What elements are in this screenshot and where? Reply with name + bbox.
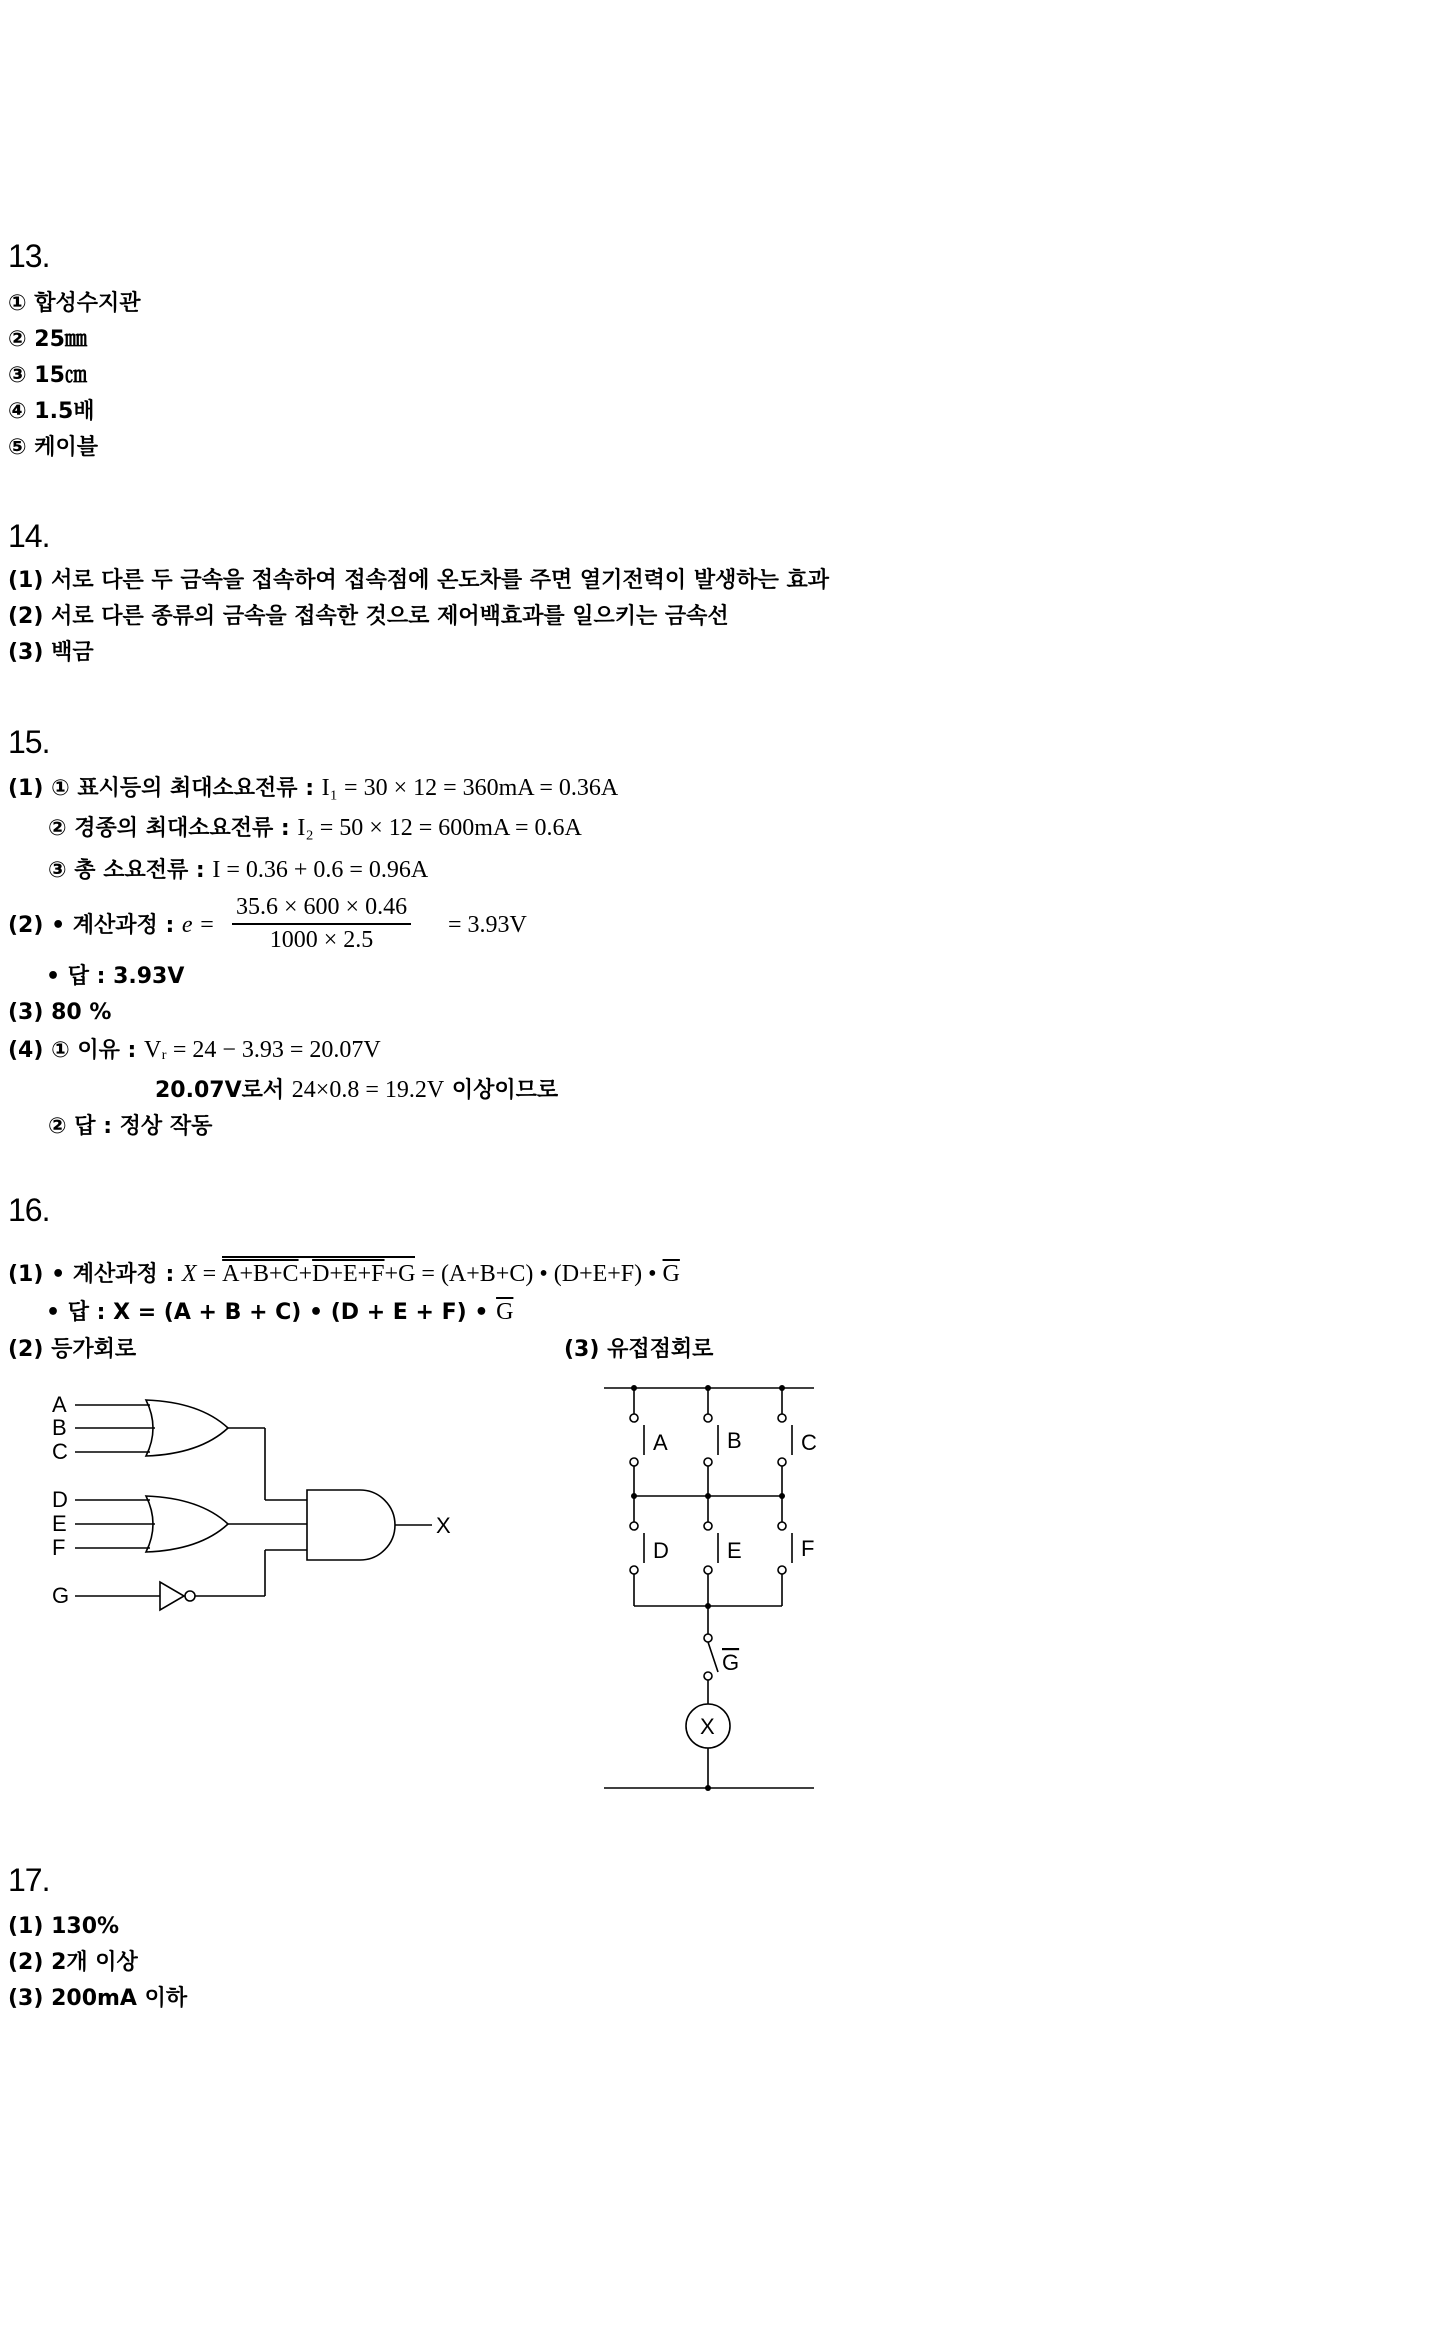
- junction-dot: [631, 1385, 637, 1391]
- logic-input-g: G: [52, 1583, 70, 1608]
- contact-a-lower-terminal: [630, 1458, 638, 1466]
- q15-line-2-label: ② 경종의 최대소요전류 :: [48, 816, 298, 841]
- q17-answer-1: (1) 130%: [8, 1914, 120, 1939]
- q15-line-1: [8, 773, 618, 804]
- contact-f-lower-terminal: [778, 1566, 786, 1574]
- q15-line-4-variable: e: [181, 912, 193, 938]
- q15-line-4-equals: =: [200, 912, 214, 938]
- junction-dot: [705, 1385, 711, 1391]
- q15-line-4-label: (2) • 계산과정 :: [8, 913, 182, 938]
- q17-answer-3: (3) 200mA 이하: [8, 1986, 188, 2011]
- question-15-number: 15.: [8, 724, 50, 760]
- q16-line-2: [46, 1297, 513, 1328]
- q16-term-abc: A+B+C: [222, 1261, 299, 1287]
- question-14-number: 14.: [8, 518, 50, 554]
- contact-b-lower-terminal: [704, 1458, 712, 1466]
- q15-line-8-text-b: 이상이므로: [444, 1078, 559, 1103]
- contact-label-c: C: [801, 1430, 817, 1455]
- contact-g-upper-terminal: [704, 1634, 712, 1642]
- contact-c-upper-terminal: [778, 1414, 786, 1422]
- contact-label-e: E: [727, 1538, 742, 1563]
- contact-label-g-bar: G: [722, 1650, 740, 1675]
- junction-dot: [631, 1493, 637, 1499]
- q15-line-3-label: ③ 총 소요전류 :: [48, 858, 213, 883]
- q16-sub2-label: (2) 등가회로: [8, 1337, 137, 1362]
- q13-answer-4: ④ 1.5배: [8, 399, 95, 424]
- q16-line-1-equals: =: [196, 1261, 223, 1287]
- not-gate-bubble: [185, 1591, 195, 1601]
- contact-d-lower-terminal: [630, 1566, 638, 1574]
- q15-line-7: [8, 1035, 381, 1066]
- q15-line-8-text-a: 20.07V로서: [155, 1078, 292, 1103]
- junction-dot: [779, 1493, 785, 1499]
- q16-line-1: [8, 1256, 680, 1290]
- q16-line-1-variable: X: [181, 1261, 197, 1287]
- logic-input-a: A: [52, 1392, 67, 1417]
- and-gate: [307, 1490, 395, 1560]
- junction-dot: [779, 1385, 785, 1391]
- q15-fraction-numerator: 35.6 × 600 × 0.46: [232, 894, 411, 925]
- or-gate-2: [146, 1496, 228, 1552]
- q16-line-2-g-bar: $\overline{G}$: [496, 1299, 514, 1325]
- q15-line-5: • 답 : 3.93V: [46, 964, 185, 989]
- q16-complement-bar: [222, 1256, 415, 1286]
- question-17-number: 17.: [8, 1862, 50, 1898]
- logic-input-e: E: [52, 1511, 67, 1536]
- or-gate-1: [146, 1400, 228, 1456]
- not-gate: [160, 1582, 184, 1610]
- logic-input-b: B: [52, 1415, 67, 1440]
- equivalent-logic-circuit: [0, 1370, 520, 1630]
- relay-contact-circuit: [590, 1370, 830, 1810]
- contact-e-upper-terminal: [704, 1522, 712, 1530]
- q14-answer-1: (1) 서로 다른 두 금속을 접속하여 접속점에 온도차를 주면 열기전력이 발생하는 효과: [8, 568, 829, 593]
- q17-answer-2: (2) 2개 이상: [8, 1950, 138, 1975]
- q16-plus-1: +: [298, 1261, 313, 1287]
- q15-line-1-label: (1) ① 표시등의 최대소요전류 :: [8, 776, 322, 801]
- q16-line-1-label: (1) • 계산과정 :: [8, 1262, 182, 1287]
- q15-line-7-label: (4) ① 이유 :: [8, 1038, 144, 1063]
- contact-b-upper-terminal: [704, 1414, 712, 1422]
- logic-input-f: F: [52, 1535, 66, 1560]
- q15-line-8-formula: 24×0.8 = 19.2V: [291, 1077, 445, 1103]
- q15-line-4: [8, 910, 214, 941]
- contact-f-upper-terminal: [778, 1522, 786, 1530]
- q15-line-3-formula: I = 0.36 + 0.6 = 0.96A: [212, 857, 429, 883]
- q14-answer-3: (3) 백금: [8, 640, 94, 665]
- q15-fraction: [232, 894, 411, 954]
- q13-answer-3: ③ 15㎝: [8, 363, 87, 388]
- q16-plus-g: +G: [384, 1261, 416, 1287]
- q15-line-2: [48, 813, 582, 844]
- q15-line-2-formula: I₂ = 50 × 12 = 600mA = 0.6A: [297, 815, 582, 841]
- q16-term-def: D+E+F: [312, 1261, 385, 1287]
- contact-g-lower-terminal: [704, 1672, 712, 1680]
- q13-answer-1: ① 합성수지관: [8, 291, 141, 316]
- logic-output-x: X: [436, 1513, 451, 1538]
- q15-line-9: ② 답 : 정상 작동: [48, 1114, 213, 1139]
- logic-input-c: C: [52, 1439, 68, 1464]
- q15-line-8: [155, 1075, 558, 1106]
- question-16-number: 16.: [8, 1192, 50, 1228]
- q15-line-6: (3) 80 %: [8, 1000, 112, 1025]
- contact-label-a: A: [653, 1430, 668, 1455]
- q13-answer-5: ⑤ 케이블: [8, 435, 99, 460]
- contact-label-f: F: [801, 1536, 815, 1561]
- junction-dot: [705, 1603, 711, 1609]
- q16-line-1-g-bar: $\overline{G}$: [662, 1261, 680, 1287]
- q14-answer-2: (2) 서로 다른 종류의 금속을 접속한 것으로 제어백효과를 일으키는 금속선: [8, 604, 729, 629]
- contact-a-upper-terminal: [630, 1414, 638, 1422]
- coil-label-x: X: [700, 1714, 715, 1739]
- contact-g-blade: [708, 1642, 718, 1672]
- q16-line-1-rhs: = (A+B+C) • (D+E+F) •: [415, 1261, 663, 1287]
- q15-line-4-result: = 3.93V: [448, 912, 527, 938]
- q13-answer-2: ② 25㎜: [8, 327, 87, 352]
- junction-dot: [705, 1493, 711, 1499]
- q16-line-2-text: • 답 : X = (A + B + C) • (D + E + F) •: [46, 1300, 497, 1325]
- question-13-number: 13.: [8, 238, 50, 274]
- q15-line-7-formula: Vᵣ = 24 − 3.93 = 20.07V: [143, 1037, 381, 1063]
- logic-input-d: D: [52, 1487, 68, 1512]
- q15-line-1-formula: I₁ = 30 × 12 = 360mA = 0.36A: [321, 775, 619, 801]
- q15-fraction-denominator: 1000 × 2.5: [269, 927, 374, 953]
- contact-c-lower-terminal: [778, 1458, 786, 1466]
- contact-label-d: D: [653, 1538, 669, 1563]
- contact-d-upper-terminal: [630, 1522, 638, 1530]
- contact-e-lower-terminal: [704, 1566, 712, 1574]
- contact-label-b: B: [727, 1428, 742, 1453]
- q16-sub3-label: (3) 유접점회로: [564, 1337, 714, 1362]
- junction-dot: [705, 1785, 711, 1791]
- q15-line-3: [48, 855, 428, 886]
